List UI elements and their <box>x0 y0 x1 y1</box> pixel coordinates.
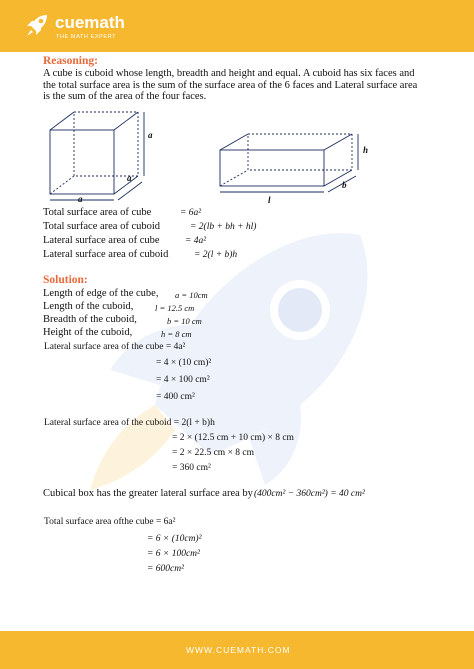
formula-lsa-cube-label: Lateral surface area of cube <box>43 235 160 246</box>
comparison-expr: (400cm² − 360cm²) = 40 cm² <box>254 489 365 499</box>
reasoning-title: Reasoning: <box>43 55 98 67</box>
given-cuboid-length-label: Length of the cuboid, <box>43 301 134 312</box>
cube-lateral-step-1: = 4 × (10 cm)² <box>156 358 212 368</box>
cube-total-step-3: = 600cm² <box>147 564 184 574</box>
formula-lsa-cuboid-label: Lateral surface area of cuboid <box>43 249 169 260</box>
given-cuboid-breadth-value: b = 10 cm <box>167 316 202 326</box>
cuboid-lateral-step-1: = 2 × (12.5 cm + 10 cm) × 8 cm <box>172 433 294 443</box>
cuboid-breadth-label: b <box>342 180 347 190</box>
cuboid-length-label: l <box>268 195 271 205</box>
footer-url[interactable]: WWW.CUEMATH.COM <box>186 645 291 655</box>
cuboid-lateral-step-2: = 2 × 22.5 cm × 8 cm <box>172 448 255 458</box>
cube-total-label: Total surface area ofthe cube = 6a² <box>44 517 176 527</box>
given-cube-edge-value: a = 10cm <box>175 290 208 300</box>
cuboid-lateral-step-3: = 360 cm² <box>172 463 211 473</box>
given-cuboid-height-value: h = 8 cm <box>161 329 192 339</box>
brand-name[interactable]: cuemath <box>55 13 125 32</box>
cube-total-step-1: = 6 × (10cm)² <box>147 534 202 544</box>
formula-tsa-cube-expr: = 6a² <box>180 208 202 218</box>
solution-title: Solution: <box>43 274 88 286</box>
formula-lsa-cuboid-expr: = 2(l + b)h <box>194 250 238 260</box>
cuboid-figure <box>212 130 372 202</box>
cube-lateral-label: Lateral surface area of the cube = 4a² <box>44 342 186 352</box>
brand-tagline: THE MATH EXPERT <box>56 34 117 40</box>
rocket-logo-icon <box>23 12 51 40</box>
cuboid-height-label: h <box>363 145 369 155</box>
formula-tsa-cuboid-label: Total surface area of cuboid <box>43 221 161 232</box>
formula-lsa-cube-expr: = 4a² <box>185 236 207 246</box>
cube-figure <box>38 108 158 208</box>
cube-depth-label: a <box>127 173 132 183</box>
cube-lateral-step-2: = 4 × 100 cm² <box>156 375 210 385</box>
given-cuboid-height-label: Height of the cuboid, <box>43 327 133 338</box>
cube-width-label: a <box>78 194 83 204</box>
cube-height-label: a <box>148 130 153 140</box>
formula-tsa-cuboid-expr: = 2(lb + bh + hl) <box>190 222 257 232</box>
cube-lateral-step-3: = 400 cm² <box>156 392 195 402</box>
cube-total-step-2: = 6 × 100cm² <box>147 549 200 559</box>
given-cube-edge-label: Length of edge of the cube, <box>43 288 159 299</box>
formula-tsa-cube-label: Total surface area of cube <box>43 207 152 218</box>
comparison-text: Cubical box has the greater lateral surface area by <box>43 488 253 499</box>
given-cuboid-breadth-label: Breadth of the cuboid, <box>43 314 137 325</box>
given-cuboid-length-value: l = 12.5 cm <box>155 303 195 313</box>
cuboid-lateral-label: Lateral surface area of the cuboid = 2(l + b)h <box>44 418 215 428</box>
reasoning-text: A cube is cuboid whose length, breadth and height and equal. A cuboid has six faces and the total surface area is the sum of the surface area of the 6 faces and Lateral surface area is the sum of the area of the four faces. <box>43 68 418 103</box>
